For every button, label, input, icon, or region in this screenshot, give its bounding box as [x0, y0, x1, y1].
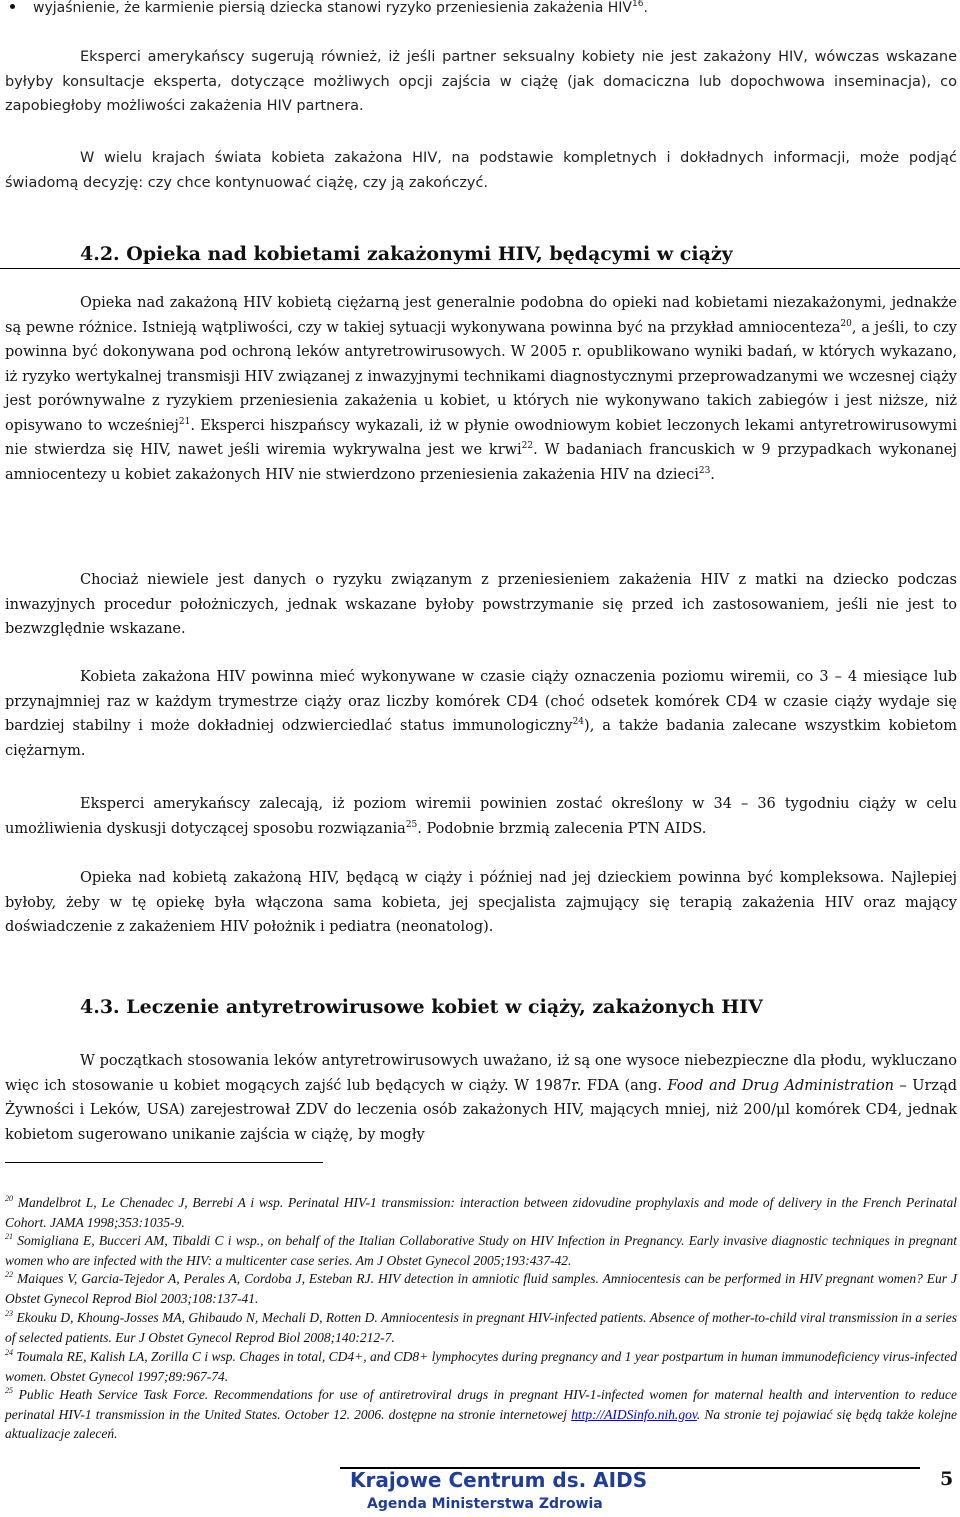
footnote-21 — [5, 1231, 957, 1270]
footnote-23 — [5, 1308, 957, 1347]
footnote-number: 20 — [5, 1194, 13, 1203]
text-run: , a jeśli, to czy powinna być dokonywana pod ochroną leków antyretrowirusowych. W 2005 r. opublikowano wyniki badań, w których wykazano, iż ryzyko wertykalnej transmisji HIV związanej z inwazyjnymi technikami diagnostycznymi przeprowadzanymi we wczesnej ciąży jest porównywalne z ryzykiem przeniesienia zakażenia u kobiet, u których nie wykonywano takich zabiegów i jest niższe, niż opisywano to wcześniej — [5, 319, 957, 434]
paragraph-early-antiretroviral — [5, 1049, 957, 1147]
paragraph-partner-consultation: Eksperci amerykańscy sugerują również, iż jeśli partner seksualny kobiety nie jest zakażony HIV, wówczas wskazane byłyby konsultacje eksperta, dotyczące możliwych opcji zajścia w ciążę (jak domaciczna lub dopochwowa inseminacja), co zapobiegłoby możliwości zakażenia HIV partnera. — [5, 49, 957, 114]
footnote-ref[interactable]: 23 — [698, 465, 711, 476]
footnote-number: 23 — [5, 1309, 13, 1318]
footnote-ref[interactable]: 16 — [631, 0, 644, 9]
paragraph-delivery-discussion — [5, 792, 957, 841]
footnote-number: 21 — [5, 1232, 13, 1241]
paragraph-invasive-procedures: Chociaż niewiele jest danych o ryzyku związanym z przeniesieniem zakażenia HIV z matki na dziecko podczas inwazyjnych procedur położniczych, jednak wskazane byłoby powstrzymanie się przed ich zastosowaniem, jeśli nie jest to bezwzględnie wskazane. — [5, 572, 957, 637]
paragraph-comprehensive-care: Opieka nad kobietą zakażoną HIV, będącą w ciąży i później nad jej dzieckiem powinna być kompleksowa. Najlepiej byłoby, żeby w tę opiekę była włączona sama kobieta, jej specjalista zajmujący się terapią zakażenia HIV oraz mający doświadczenie z zakażeniem HIV położnik i pediatra (neonatolog). — [5, 870, 957, 935]
footnote-text: . Na stronie tej pojawiać się będą także kolejne aktualizacje zaleceń. — [5, 1406, 958, 1441]
italic-term: Food and Drug Administration — [667, 1077, 895, 1094]
section-heading-4-2: 4.2. Opieka nad kobietami zakażonymi HIV, będącymi w ciąży — [80, 243, 733, 265]
footnote-number: 24 — [5, 1348, 13, 1357]
footnote-text: Ekouku D, Khoung-Josses MA, Ghibaudo N, Mechali D, Rotten D. Amniocentesis in pregnant HIV-infected patients. Absence of mother-to-child viral transmission in a series of selected patients. Eur J Obstet Gynecol Reprod Biol 2008;140:212-7. — [5, 1310, 958, 1345]
footnote-text: Toumala RE, Kalish LA, Zorilla C i wsp. Chages in total, CD4+, and CD8+ lymphocytes during pregnancy and 1 year postpartum in human immunodeficiency virus-infected women. Obstet Gynecol 1997;89:967-74. — [5, 1349, 958, 1384]
paragraph-care-differences — [5, 291, 957, 487]
footnote-22 — [5, 1269, 957, 1308]
footnote-ref[interactable]: 24 — [572, 717, 585, 727]
bullet-item — [10, 0, 960, 20]
footer-organization-title: Krajowe Centrum ds. AIDS — [350, 1468, 648, 1492]
text-run: . Eksperci hiszpańscy wykazali, iż w płynie owodniowym kobiet leczonych lekami antyretrowirusowymi nie stwierdza się HIV, nawet jeśli wiremia wykrywalna jest we krwi — [5, 417, 957, 458]
footnote-number: 22 — [5, 1270, 13, 1279]
footnote-ref[interactable]: 25 — [405, 819, 418, 830]
section-heading-4-3: 4.3. Leczenie antyretrowirusowe kobiet w ciąży, zakażonych HIV — [80, 996, 763, 1018]
footnote-text: Somigliana E, Bucceri AM, Tibaldi C i wsp., on behalf of the Italian Collaborative Study on HIV Infection in Pregnancy. Early invasive diagnostic techniques in pregnant women who are infected with the HIV: a multicenter case series. Am J Obstet Gynecol 2005;193:437-42. — [5, 1233, 957, 1268]
paragraph-viral-load-monitoring — [5, 665, 957, 763]
text-run: Kobieta zakażona HIV powinna mieć wykonywane w czasie ciąży oznaczenia poziomu wiremii, co 3 – 4 miesiące lub przynajmniej raz w każdym trymestrze ciąży oraz liczby komórek CD4 (choć odsetek komórek CD4 w czasie ciąży wydaje się bardziej stabilny i może dokładniej odzwierciedlać status immunologiczny — [5, 669, 957, 734]
bullet-dot-icon — [10, 4, 15, 9]
footer-organization-subtitle: Agenda Ministerstwa Zdrowia — [367, 1496, 603, 1512]
footnote-24 — [5, 1347, 957, 1386]
footnote-text: Public Heath Service Task Force. Recommendations for use of antiretroviral drugs in pregnant HIV-1-infected women for maternal health and intervention to reduce perinatal HIV-1 transmission in the United States. October 12. 2006. dostępne na stronie internetowej — [5, 1387, 957, 1422]
footnote-text: Maiques V, Garcia-Tejedor A, Perales A, Cordoba J, Esteban RJ. HIV detection in amniotic fluid samples. Amniocentesis can be performed in HIV pregnant women? Eur J Obstet Gynecol Reprod Biol 2003;108:137-41. — [5, 1271, 957, 1306]
footnote-25 — [5, 1385, 957, 1444]
footnote-ref[interactable]: 20 — [840, 318, 852, 329]
footnote-20 — [5, 1193, 957, 1232]
footnote-ref[interactable]: 21 — [178, 416, 191, 427]
text-run: . — [710, 466, 715, 483]
paragraph-informed-decision: W wielu krajach świata kobieta zakażona HIV, na podstawie kompletnych i dokładnych informacji, może podjąć świadomą decyzję: czy chce kontynuować ciążę, czy ją zakończyć. — [5, 150, 957, 191]
page-number: 5 — [940, 1468, 954, 1490]
text-run: . Podobnie brzmią zalecenia PTN AIDS. — [417, 820, 707, 837]
bullet-text: wyjaśnienie, że karmienie piersią dziecka stanowi ryzyko przeniesienia zakażenia HIV — [33, 0, 632, 16]
footnote-separator — [5, 1162, 323, 1163]
footnote-number: 25 — [5, 1386, 13, 1395]
text-run: W początkach stosowania leków antyretrowirusowych uważano, iż są one wysoce niebezpieczne dla płodu, wykluczano więc ich stosowanie u kobiet mogących zajść lub będących w ciąży. W 1987r. FDA (ang. — [5, 1053, 957, 1094]
footnote-text: Mandelbrot L, Le Chenadec J, Berrebi A i wsp. Perinatal HIV-1 transmission: interaction between zidovudine prophylaxis and mode of delivery in the French Perinatal Cohort. JAMA 1998;353:1035-9. — [5, 1195, 957, 1230]
section-divider — [0, 268, 960, 269]
text-run: Opieka nad zakażoną HIV kobietą ciężarną jest generalnie podobna do opieki nad kobietami niezakażonymi, jednakże są pewne różnice. Istnieją wątpliwości, czy w takiej sytuacji wykonywana powinna być na przykład amniocenteza — [5, 295, 957, 336]
footnote-ref[interactable]: 22 — [521, 441, 534, 451]
text-run: Eksperci amerykańscy zalecają, iż poziom wiremii powinien zostać określony w 34 – 36 tygodniu ciąży w celu umożliwienia dyskusji dotyczącej sposobu rozwiązania — [5, 796, 957, 837]
text-run: ), a także badania zalecane wszystkim kobietom ciężarnym. — [5, 718, 958, 759]
bullet-tail: . — [643, 0, 648, 16]
aidsinfo-link[interactable]: http://AIDSinfo.nih.gov — [571, 1406, 697, 1422]
text-run: – Urząd Żywności i Leków, USA) zarejestrował ZDV do leczenia osób zakażonych HIV, mających mniej, niż 200/μl komórek CD4, jednak kobietom sugerowano unikanie zajścia w ciążę, by mogły — [5, 1077, 957, 1143]
text-run: . W badaniach francuskich w 9 przypadkach wykonanej amniocentezy u kobiet zakażonych HIV nie stwierdzono przeniesienia zakażenia HIV na dzieci — [5, 442, 957, 483]
